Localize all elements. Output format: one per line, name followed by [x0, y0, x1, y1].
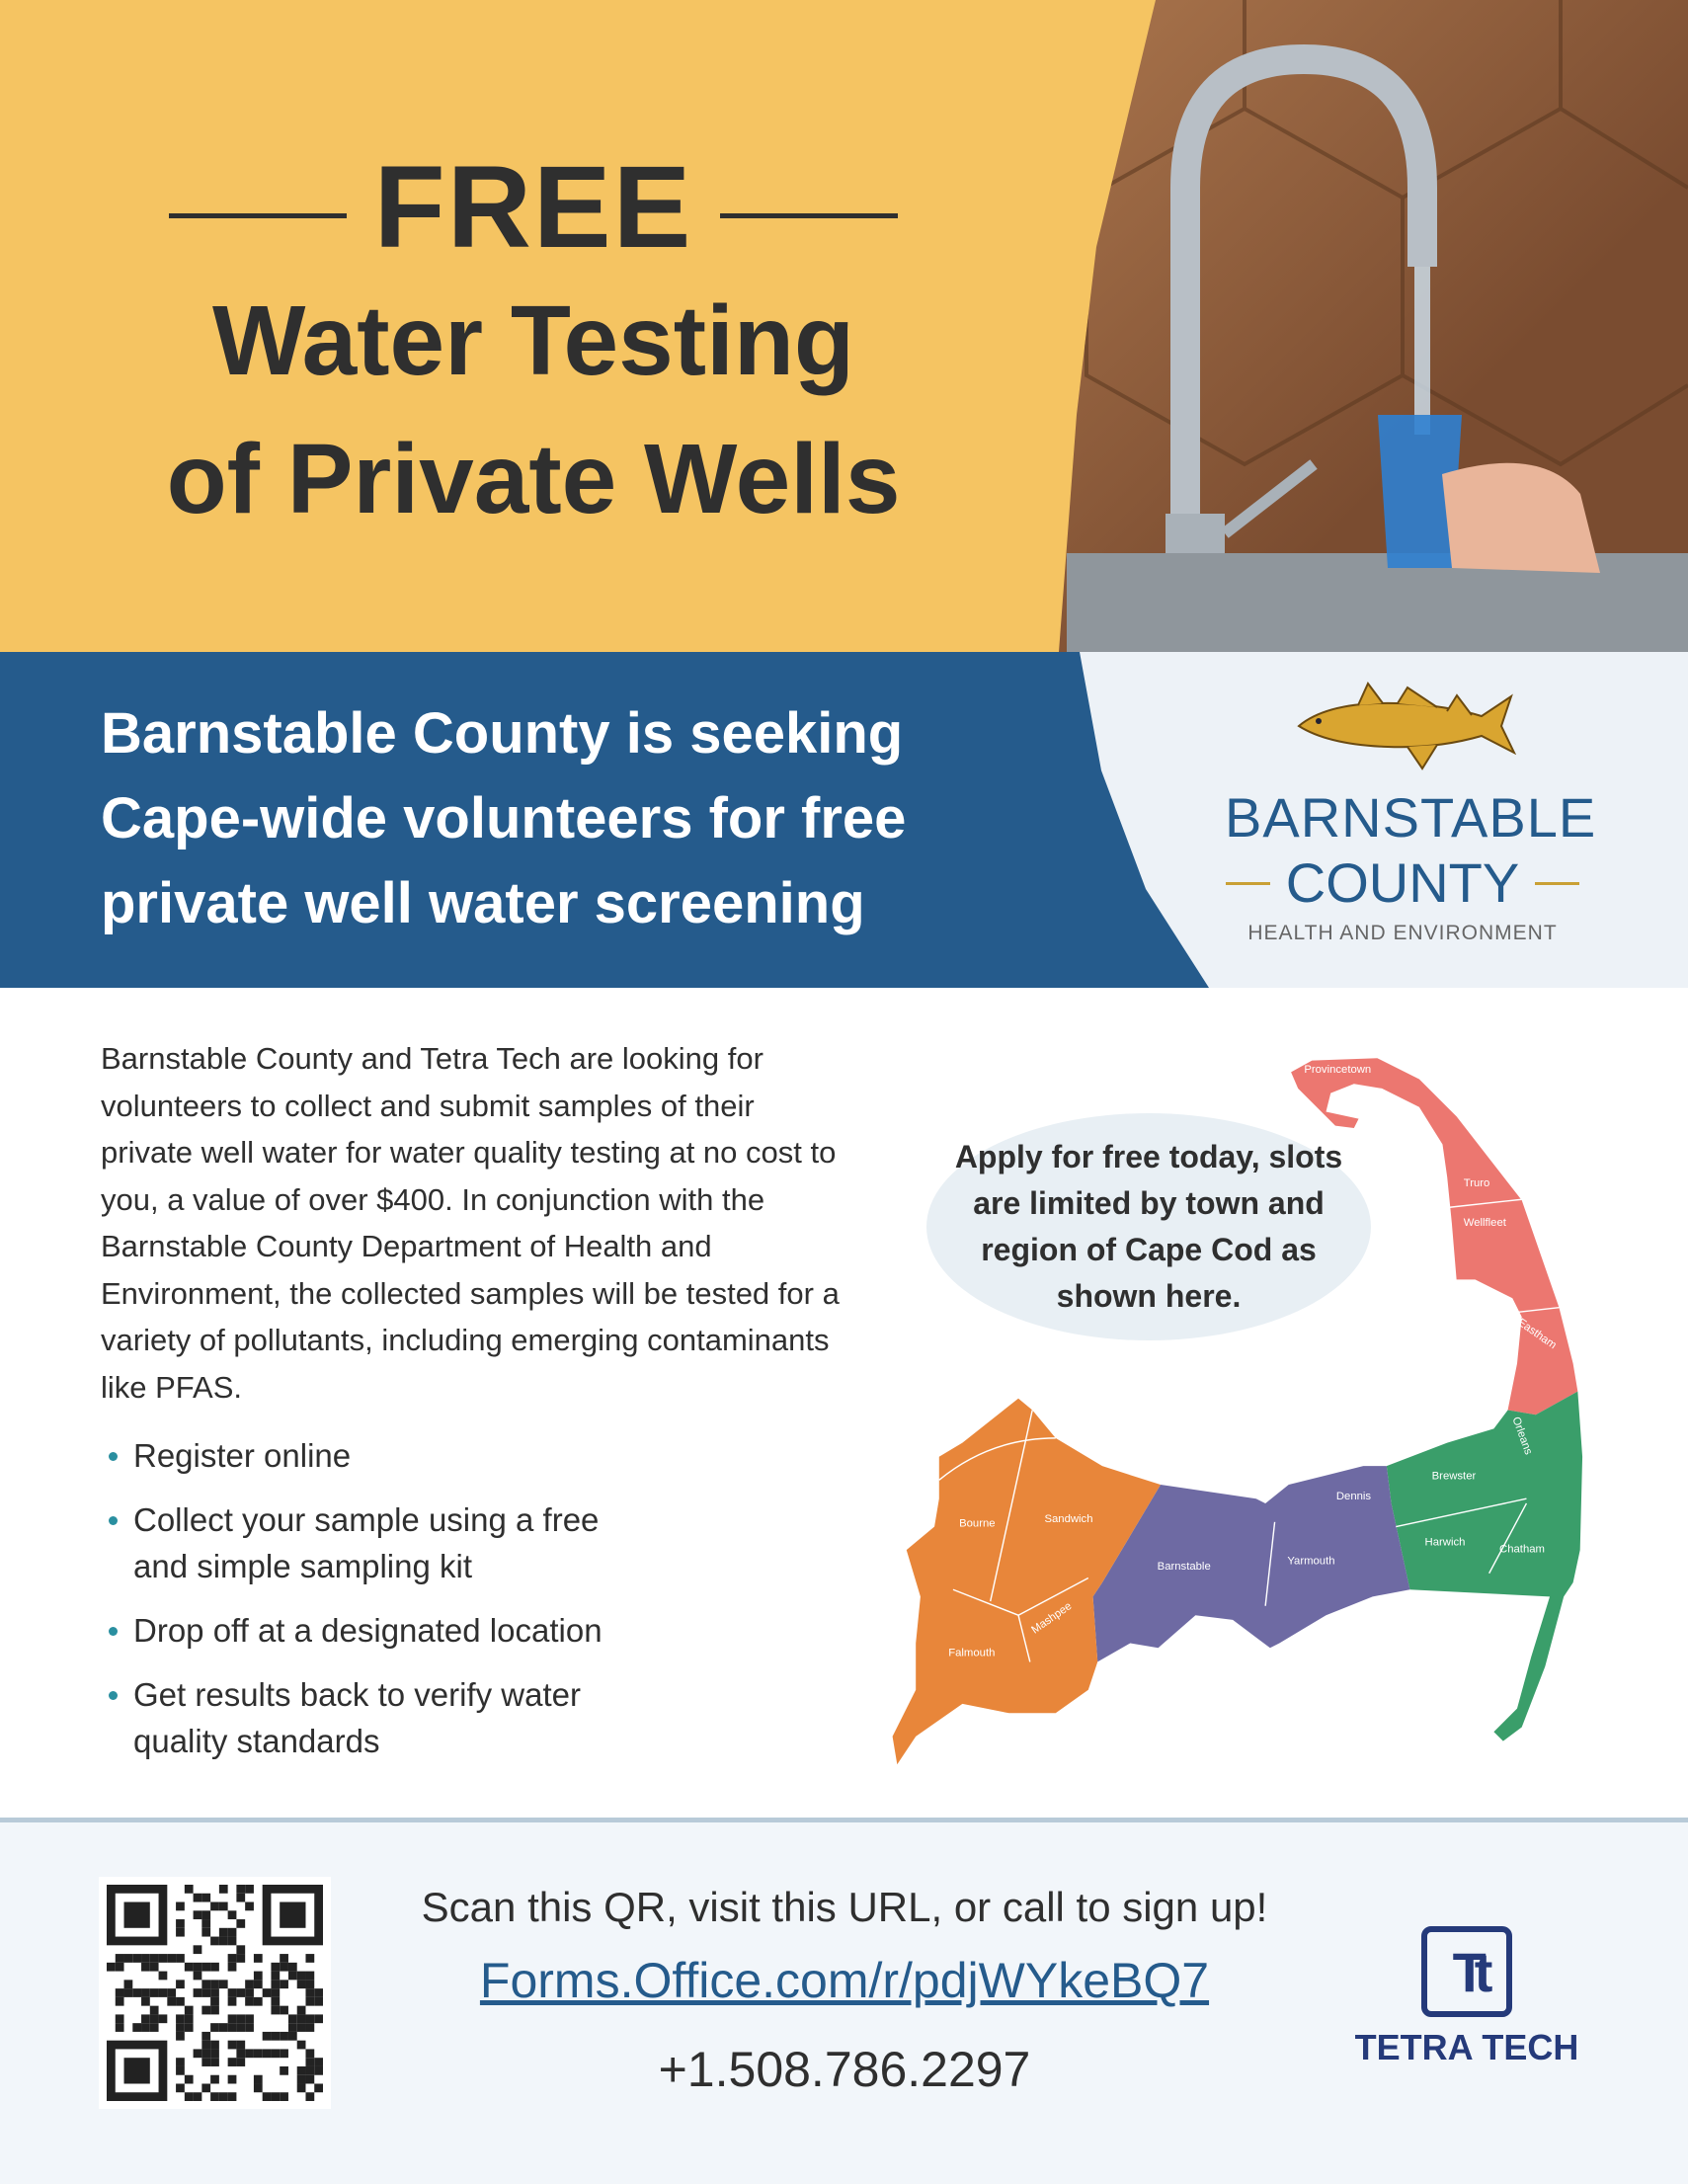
town-label: Dennis [1335, 1491, 1372, 1503]
title-line-2: Water Testing [211, 285, 855, 396]
bullet-item: Get results back to verify water quality standards [101, 1671, 654, 1764]
town-label: Provincetown [1304, 1063, 1372, 1076]
bullet-item: Collect your sample using a free and simple sampling kit [101, 1496, 654, 1589]
signup-url-link[interactable]: Forms.Office.com/r/pdjWYkeBQ7 [479, 1953, 1210, 2008]
town-label: Eastham [1515, 1316, 1559, 1352]
town-label: Sandwich [1044, 1512, 1093, 1525]
town-label: Falmouth [948, 1647, 996, 1659]
town-label: Mashpee [1029, 1600, 1075, 1637]
callout-bubble [926, 1113, 1371, 1340]
qr-code[interactable] [99, 1877, 331, 2109]
intro-paragraph: Barnstable County and Tetra Tech are looking for volunteers to collect and submit samples of their private well water for water quality testing at no cost to you, a value of over $400. In conjunction with the Barnstable County Department of Health and Environment, the collected samples will be tested for a variety of pollutants, including emerging contaminants like PFAS. [101, 1041, 840, 1405]
banner-line: private well water screening [101, 871, 865, 935]
banner-text [101, 691, 1088, 946]
tetra-tech-icon: Tt [1421, 1926, 1512, 2017]
town-label: Yarmouth [1287, 1555, 1335, 1568]
signup-instructions: Scan this QR, visit this URL, or call to sign up! [421, 1884, 1268, 1930]
qr-code-pattern [107, 1885, 323, 2101]
callout-text: Apply for free today, slots are limited by town and region of Cape Cod as shown here. [954, 1139, 1343, 1314]
phone-number: +1.508.786.2297 [658, 2042, 1031, 2097]
town-label: Orleans [1509, 1415, 1535, 1457]
town-label: Bourne [959, 1517, 996, 1530]
town-label: Brewster [1431, 1470, 1477, 1483]
logo-county: COUNTY [1285, 851, 1520, 914]
tetra-tech-name: TETRA TECH [1354, 2027, 1579, 2067]
barnstable-county-logo [1225, 682, 1597, 945]
town-label: Barnstable [1157, 1560, 1211, 1573]
banner-line: Cape-wide volunteers for free [101, 786, 907, 850]
town-label: Truro [1463, 1177, 1490, 1190]
free-text: FREE [373, 142, 693, 273]
town-label: Wellfleet [1463, 1217, 1506, 1230]
town-label: Chatham [1499, 1543, 1545, 1556]
town-label: Harwich [1424, 1536, 1466, 1549]
logo-barnstable: BARNSTABLE [1225, 786, 1597, 849]
banner-line: Barnstable County is seeking [101, 701, 904, 766]
bullet-item: Register online [101, 1432, 713, 1479]
body-content [101, 1035, 851, 1782]
fish-icon [1289, 682, 1516, 770]
tetra-tech-logo [1338, 1926, 1595, 2068]
bullet-item: Drop off at a designated location [101, 1607, 713, 1654]
title-line-3: of Private Wells [166, 424, 901, 534]
free-heading [59, 138, 1007, 277]
region-lower-cape [1387, 1392, 1582, 1741]
logo-subtitle: HEALTH AND ENVIRONMENT [1247, 922, 1558, 944]
